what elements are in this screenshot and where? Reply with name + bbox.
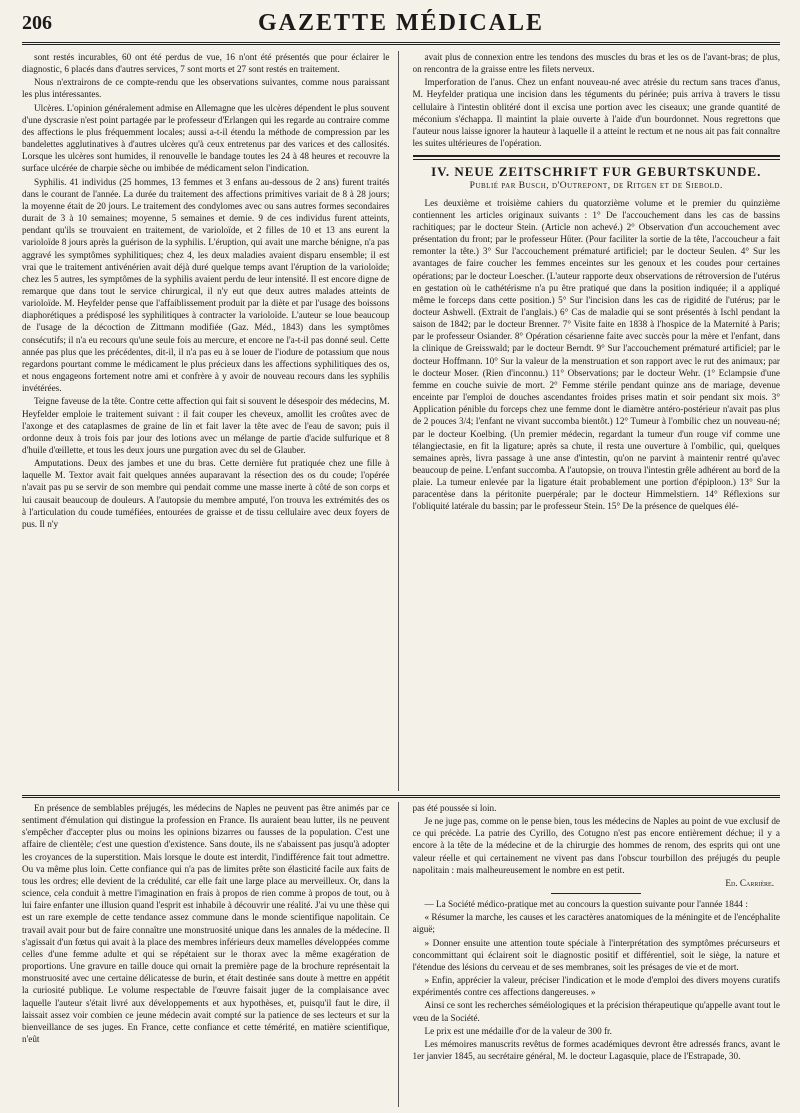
paragraph: sont restés incurables, 60 ont été perdus de vue, 16 n'ont été présentés que pour éclairer le diagnostic, 6 placés dans d'autres services, 7 sont morts et 27 sont restés en traitement. xyxy=(22,52,390,75)
paragraph-articles: Les deuxième et troisième cahiers du quatorzième volume et le premier du quinzième contiennent les articles originaux suivants : 1° De l'accouchement dans les cas de bassins rachitiques; par le docteur Stein. (Article non achevé.) 2° Observation d'un accouchement avec présentation du front; par le professeur Hüter. (Pour faciliter la sortie de la tête, l'accoucheur a fait remonter la tête.) 3° Sur l'accouchement prématuré artificiel; par le docteur Seulen. 4° Sur les avantages de faire coucher les femmes enceintes sur les genoux et les coudes pour certaines opérations; par le docteur Loescher. (L'auteur rapporte deux observations de rétroversion de l'utérus en gestation où le cathétérisme n'a pu être pratiqué que dans la position indiquée; il a appliqué même le forceps dans cette position.) 5° Sur l'incision dans les cas de rigidité de l'utérus; par le docteur Ashwell. (Extrait de l'anglais.) 6° Cas de maladie qui se sont présentés à Ischl pendant la saison de 1842; par le docteur Brenner. 7° Visite faite en 1838 à l'hospice de la Maternité à Paris; par le professeur Osiander. 8° Opération césarienne faite avec succès pour la mère et l'enfant, dans la clinique de Greisswald; par le docteur Berndt. 9° Sur l'accouchement prématuré artificiel; par le docteur Hoffmann. 10° Sur la valeur de la menstruation et son rapport avec le rut des animaux; par le docteur Moser. (Rien d'inconnu.) 11° Observations; par le docteur Wehr. (1° Eclampsie d'une femme en couche suivie de mort. 2° Femme stérile pendant quinze ans de mariage, devenue enceinte par l'emploi de douches ascendantes froides prises matin et soir pendant six mois. 3° Application pénible du forceps chez une femme dont le diamètre antéro-postérieur n'avait pas plus de 2 pouces 3/4; l'enfant ne vivant succomba bientôt.) 12° Tumeur à l'ombilic chez un nouveau-né; par le docteur Koelbing. (Un premier médecin, regardant la tumeur d'un rouge vif comme une télangiectasie, en fit la ligature; après sa chute, il resta une ouverture à l'ombilic, qui, quelques semaines après, livra passage à une anse d'intestin, qu'on ne parvint à maintenir rentré qu'avec beaucoup de peine. L'enfant succomba. A l'autopsie, on trouva l'intestin grêle adhérent au bord de la plaie. La tumeur enlevée par la ligature était probablement une portion d'épiploon.) 13° Sur la paracentèse dans la péritonite puerpérale; par le docteur Himmelstiern. 14° Réflexions sur l'obliquité latérale du bassin; par le professeur Stein. 15° De la présence de quelques élé- xyxy=(412,197,780,512)
paragraph-syphilis: Syphilis. 41 individus (25 hommes, 13 femmes et 3 enfans au-dessous de 2 ans) furent traités dans le courant de l'année. La durée du traitement des affections primitives variait de 8 à 28 jours; la moyenne était de 20 jours. Le traitement des condylomes avec ou sans autres formes secondaires durait de 3 à 10 semaines; moyenne, 5 semaines et demie. 9 de ces individus furent atteints, pendant qu'ils se trouvaient en traitement, de varioloïde, et 2 filles de 10 et 13 ans eurent la varioloïde 8 jours après la guérison de la syphilis. L'éruption, qui avait une marche bénigne, n'a pas aggravé les symptômes syphilitiques; chez 4, les deux maladies avaient disparu ensemble; il est vrai que le traitement antivénérien avait déjà duré quelque temps avant l'éruption de la varioloïde; chez les 5 autres, les symptômes de la syphilis avaient perdu de leur intensité. Il est encore digne de remarque que dans tout le service chirurgical, il n'y eut que deux autres malades atteints de varioloïde. M. Heyfelder pense que l'affaiblissement produit par la diète et par l'usage des boissons diaphorétiques a prédisposé les syphilitiques à contracter la varioloïde. L'auteur se loue beaucoup de l'usage de la décoction de Zittmann modifiée (Gaz. Méd., 1843) dans les symptômes consécutifs; il n'a eu recours qu'une seule fois au mercure, et encore ne l'a-t-il pas donné seul. Cette année pas plus que les précédentes, dit-il, il n'a pas eu à se louer de l'iodure de potassium que nous regardons pourtant comme le médicament le plus précieux dans les affections syphilitiques des os, et nous engageons fortement notre ami et confrère à y avoir de nouveau recours dans les syphilis invétérées. xyxy=(22,176,390,394)
paragraph: En présence de semblables préjugés, les médecins de Naples ne peuvent pas être animés par ce sentiment d'émulation qui distingue la profession en France. Ils auraient beau lutter, ils ne peuvent s'empêcher d'accepter plus ou moins les opinions bizarres ou fausses de la population. C'est une affaire de clientèle; c'est une question d'existence. Sans doute, ils ne s'abaissent pas jusqu'à adopter les croyances de la superstition. Mais lorsque le doute est interdit, l'indifférence fait tout admettre. Ou va même plus loin. Cette confiance qui n'a pas de limites prête son élasticité facile aux faits de tous les ordres; elle devient de la crédulité, car elle fait une large place au merveilleux. Or, dans la science, cela conduit à mettre l'imagination en frais à propos de rien comme à propos de tout, ou à lui faire enfanter une illusion quand l'esprit est inhabile à découvrir une réalité. J'ai vu une thèse qui est un rare exemple de cette tendance assez commune dans le monde scientifique napolitain. Ce travail avait pour but de faire connaître une monstruosité unique dans les annales de la médecine. Il s'agissait d'un fœtus qui avait à la place des membres inférieurs deux mamelles développées comme celles d'une femme adulte et qui se répétaient sur le thorax avec la même exagération de proportions. Une gravure en taille douce qui ornait la première page de la brochure représentait la monstruosité avec une certaine délicatesse de burin, et était destinée sans doute à mettre en appétit la curiosité publique. Le volume respectable de l'œuvre faisait juger de la complaisance avec laquelle l'auteur s'était livré aux développements et aux hypothèses, et, puisqu'il faut le dire, il laissait assez voir combien ce jeune médecin avait compté sur la patience de ses lecteurs et sur la bienveillance de ses juges. En France, cette confiance et cette témérité, en matière scientifique, n'eût xyxy=(22,803,390,1044)
paragraph: Je ne juge pas, comme on le pense bien, tous les médecins de Naples au point de vue exclusif de ce qui précède. La patrie des Cyrillo, des Cotugno n'est pas encore entièrement déchue; il y a encore à la tête de la médecine et de la chirurgie des hommes de renom, des esprits qui ont une valeur réelle et qui certainement ne vivent pas dans l'obscur tourbillon des préjugés du peuple napolitain : mais malheureusement le nombre en est petit. xyxy=(412,816,780,875)
section-title: IV. NEUE ZEITSCHRIFT FUR GEBURTSKUNDE. xyxy=(431,164,762,180)
author-signature: Ed. Carrière. xyxy=(725,877,774,888)
notice-paragraph: Ainsi ce sont les recherches séméiologiques et la précision thérapeutique qu'appelle avant tout le vœu de la Société. xyxy=(412,1000,780,1023)
journal-title: GAZETTE MÉDICALE xyxy=(257,10,545,36)
paragraph: avait plus de connexion entre les tendons des muscles du bras et les os de l'avant-bras; de plus, on rencontra de la graisse entre les filets nerveux. xyxy=(412,52,780,75)
paragraph-imperforation: Imperforation de l'anus. Chez un enfant nouveau-né avec atrésie du rectum sans traces d'anus, M. Heyfelder pratiqua une incision dans les téguments du périnée; puis arriva à travers le tissu cellulaire à l'intestin oblitéré dont il excisa une portion avec les ciseaux; une grande quantité de méconium s'échappa. Il maintint la plaie ouverte à l'aide d'un bourdonnet. Nous regrettons que l'auteur nous laisse ignorer la hauteur à laquelle il a atteint le rectum et ne nous ait pas fait connaître les suites ultérieures de l'opération. xyxy=(412,77,780,149)
feuilleton-divider xyxy=(22,795,780,798)
bottom-left-column xyxy=(22,802,399,1107)
top-columns xyxy=(22,51,780,791)
paragraph-ulceres: Ulcères. L'opinion généralement admise en Allemagne que les ulcères dépendent le plus souvent d'une dyscrasie n'est point partagée par le professeur d'Erlangen qui les regarde au contraire comme des affections le plus fréquemment locales; aussi a-t-il étendu la méthode de compression par les bandelettes agglutinatives à d'autres ulcères qu'à ceux entretenus par des varices et des callosités. Lorsque les ulcères sont humides, il renouvelle le bandage toutes les 24 à 48 heures et recouvre la surface ulcérée de charpie sèche ou imbibée de médicament selon l'indication. xyxy=(22,102,390,174)
notice-paragraph: — La Société médico-pratique met au concours la question suivante pour l'année 1844 : xyxy=(424,899,748,910)
section-divider xyxy=(413,155,781,160)
notice-paragraph: Le prix est une médaille d'or de la valeur de 300 fr. xyxy=(424,1025,612,1036)
bottom-right-column xyxy=(413,802,781,1107)
notice-paragraph: Les mémoires manuscrits revêtus de formes académiques devront être adressés francs, avant le 1er janvier 1845, au secrétaire général, M. le docteur Lagasquie, place de l'Estrapade, 30. xyxy=(412,1038,780,1061)
page-header xyxy=(22,8,780,45)
notice-paragraph: » Donner ensuite une attention toute spéciale à l'interprétation des symptômes précurseurs et concommittant qui éclairent soit le diagnostic positif et différentiel, soit le siège, la nature et l'étendue des lésions du cerveau et de ses membranes, soit les présages de vie et de mort. xyxy=(412,937,780,972)
paragraph: Nous n'extrairons de ce compte-rendu que les observations suivantes, comme nous paraissant les plus intéressantes. xyxy=(22,77,390,100)
paragraph-teigne: Teigne faveuse de la tête. Contre cette affection qui fait si souvent le désespoir des médecins, M. Heyfelder emploie le traitement suivant : il fait couper les cheveux, amollit les croûtes avec de l'axonge et des cataplasmes de graine de lin et fait laver la tête avec de l'eau de savon; puis il ordonne deux à trois fois par jour des lotions avec un mélange de partie d'acide sulfurique et 8 d'huile d'œillette, et tous les deux jours une purgation avec du sel de Glauber. xyxy=(22,396,390,455)
paragraph-amputations: Amputations. Deux des jambes et une du bras. Cette dernière fut pratiquée chez une fille à laquelle M. Textor avait fait quelques années auparavant la résection des os du coude; l'opérée n'avait pas pu se servir de son membre qui pendait comme une masse inerte à côté de son corps et lui causait beaucoup de douleurs. A l'autopsie du membre amputé, l'on trouva les extrémités des os à l'articulation du coude tuméfiées, entourées de graisse et de tissu cellulaire avec deux foyers de pus. Il n'y xyxy=(22,458,390,529)
notice-paragraph: « Résumer la marche, les causes et les caractères anatomiques de la méningite et de l'encéphalite aiguë; xyxy=(412,912,780,935)
top-right-column xyxy=(413,51,781,791)
page-number: 206 xyxy=(22,12,52,34)
paragraph: pas été poussée si loin. xyxy=(412,803,497,813)
short-divider xyxy=(551,893,641,894)
section-subtitle: Publié par Busch, d'Outrepont, de Ritgen et de Siebold. xyxy=(469,181,723,192)
bottom-columns xyxy=(22,802,780,1107)
top-left-column xyxy=(22,51,399,791)
notice-paragraph: » Enfin, apprécier la valeur, préciser l'indication et le mode d'emploi des divers moyens curatifs expérimentés contre ces affections dangereuses. » xyxy=(412,975,780,998)
